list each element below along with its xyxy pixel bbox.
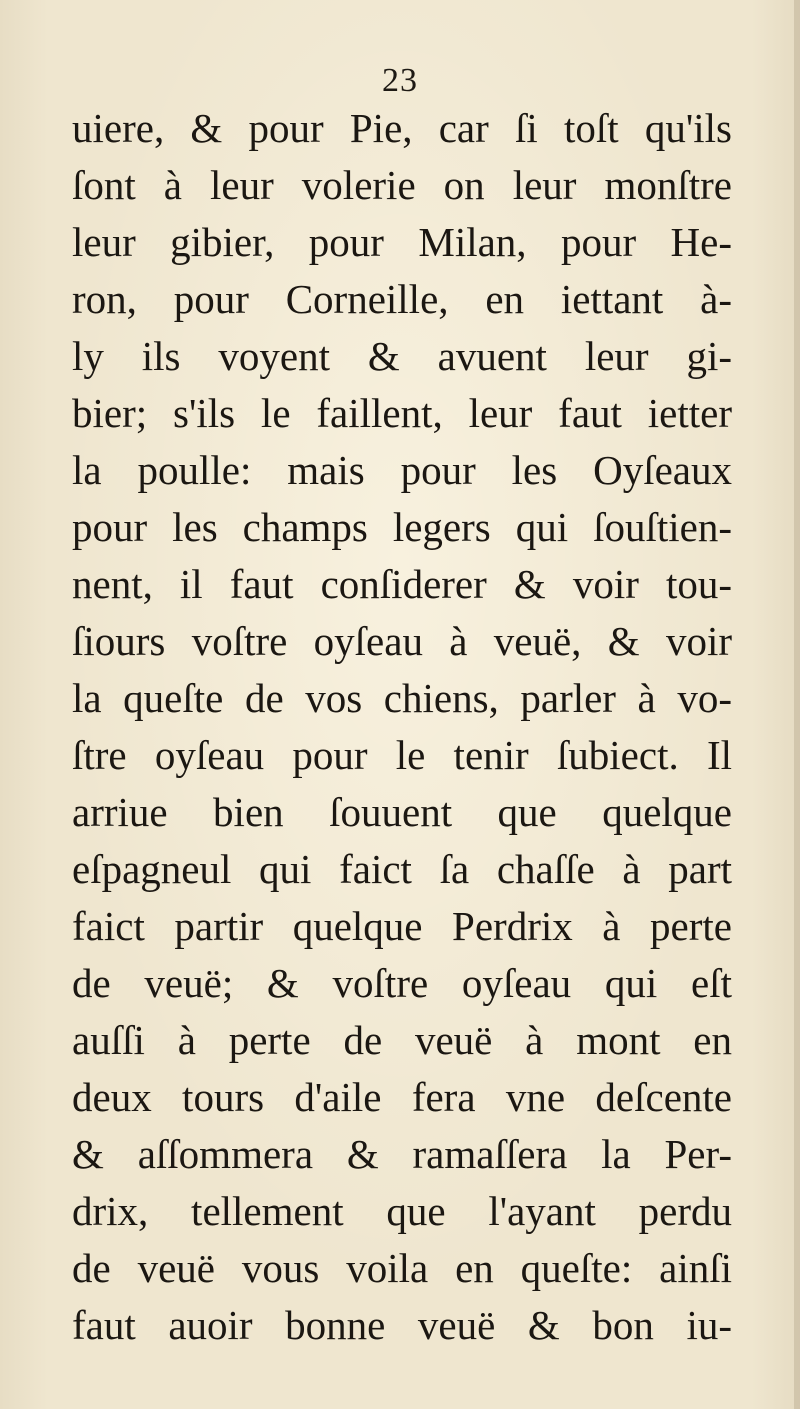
- body-text: [72, 100, 732, 1354]
- text-line-4: ron, pour Corneille, en iettant à-: [72, 276, 732, 322]
- text-line-10: ſiours voſtre oyſeau à veuë, & voir: [72, 618, 732, 664]
- text-line-2: ſont à leur volerie on leur monſtre: [72, 162, 732, 208]
- text-line-1: uiere, & pour Pie, car ſi toſt qu'ils: [72, 105, 732, 151]
- text-line-20: drix, tellement que l'ayant perdu: [72, 1188, 732, 1234]
- text-line-21: de veuë vous voila en queſte: ainſi: [72, 1245, 732, 1291]
- page-number: 23: [382, 62, 418, 99]
- text-line-14: eſpagneul qui faict ſa chaſſe à part: [72, 846, 732, 892]
- text-line-8: pour les champs legers qui ſouſtien-: [72, 504, 732, 550]
- text-line-9: nent, il faut conſiderer & voir tou-: [72, 561, 732, 607]
- text-line-17: auſſi à perte de veuë à mont en: [72, 1017, 732, 1063]
- text-line-6: bier; s'ils le faillent, leur faut ietter: [72, 390, 732, 436]
- text-line-15: faict partir quelque Perdrix à perte: [72, 903, 732, 949]
- text-line-3: leur gibier, pour Milan, pour He-: [72, 219, 732, 265]
- text-line-18: deux tours d'aile fera vne deſcente: [72, 1074, 732, 1120]
- text-line-16: de veuë; & voſtre oyſeau qui eſt: [72, 960, 732, 1006]
- text-line-5: ly ils voyent & avuent leur gi-: [72, 333, 732, 379]
- text-line-19: & aſſommera & ramaſſera la Per-: [72, 1131, 732, 1177]
- text-line-22: faut auoir bonne veuë & bon iu-: [72, 1302, 732, 1348]
- text-line-13: arriue bien ſouuent que quelque: [72, 789, 732, 835]
- text-line-11: la queſte de vos chiens, parler à vo-: [72, 675, 732, 721]
- text-line-7: la poulle: mais pour les Oyſeaux: [72, 447, 732, 493]
- text-line-12: ſtre oyſeau pour le tenir ſubiect. Il: [72, 732, 732, 778]
- page-edge-shadow: [794, 0, 800, 1409]
